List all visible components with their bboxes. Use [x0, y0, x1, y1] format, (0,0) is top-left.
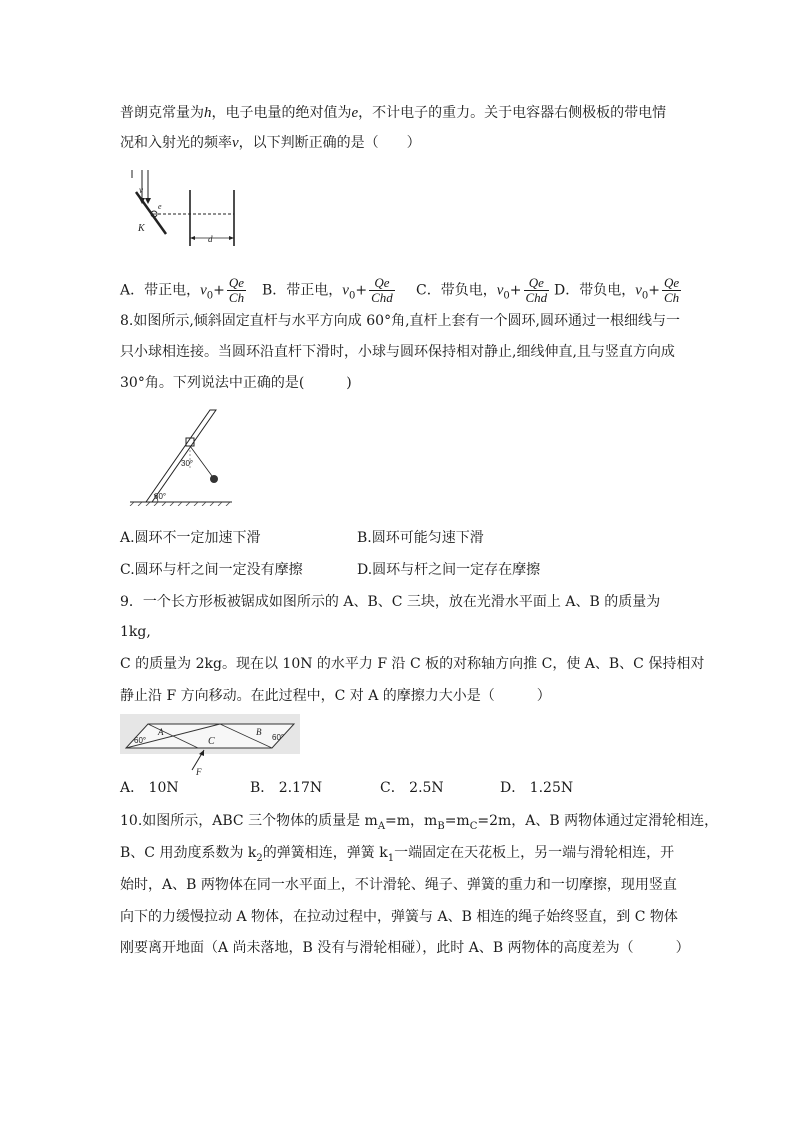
- q9-text-line-4: 静止沿 F 方向移动。在此过程中，C 对 A 的摩擦力大小是（ ）: [120, 688, 551, 704]
- q10-text: B、C 用劲度系数为 k: [120, 845, 257, 861]
- q10-text: =2m，A、B 两物体通过定滑轮相连，: [477, 813, 719, 829]
- subscript: 0: [206, 290, 214, 302]
- q8-text-line-1: 8.如图所示,倾斜固定直杆与水平方向成 60°角,直杆上套有一个圆环,圆环通过一根细线与一: [120, 313, 680, 329]
- subscript: 0: [348, 290, 356, 302]
- q8-text-line-2: 只小球相连接。当圆环沿直杆下滑时，小球与圆环保持相对静止,细线伸直,且与竖直方向成: [120, 344, 675, 360]
- label-c: C: [208, 736, 215, 747]
- subscript: 0: [641, 290, 649, 302]
- q8-option-c[interactable]: C.圆环与杆之间一定没有摩擦: [120, 562, 303, 578]
- q7-text-line-2: [120, 133, 421, 153]
- plus-sign: +: [509, 282, 522, 299]
- label-v: v: [139, 185, 143, 195]
- q7-option-d[interactable]: [554, 276, 683, 306]
- q7-text-line-1: [120, 103, 666, 123]
- q10-text-line-1: [120, 811, 718, 837]
- q10-text: 一端固定在天花板上，另一端与滑轮相连，开: [394, 845, 675, 861]
- plus-sign: +: [648, 282, 661, 299]
- label-d: d: [208, 234, 213, 244]
- v-symbol: v: [635, 282, 642, 299]
- angle-60-right: 60°: [272, 733, 285, 742]
- label-k: K: [138, 223, 145, 234]
- denominator: Ch: [664, 290, 680, 305]
- q8-option-d[interactable]: D.圆环与杆之间一定存在摩擦: [357, 562, 541, 578]
- q10-text-line-2: [120, 843, 674, 869]
- option-label: D．带负电，: [554, 282, 636, 299]
- angle-60-label: 60°: [154, 492, 167, 501]
- numerator: Qe: [369, 276, 395, 291]
- denominator: Ch: [228, 290, 245, 305]
- q9-option-a[interactable]: A． 10N: [120, 780, 179, 796]
- symbol-v: v: [232, 135, 239, 151]
- fraction: [662, 276, 681, 305]
- q10-text-line-5: 刚要离开地面（A 尚未落地，B 没有与滑轮相碰），此时 A、B 两物体的高度差为（ ）: [120, 940, 690, 956]
- q9-text-line-1: 9．一个长方形板被锯成如图所示的 A、B、C 三块，放在光滑水平面上 A、B 的质量为: [120, 594, 661, 610]
- subscript: 2: [256, 852, 263, 864]
- symbol-h: h: [204, 105, 212, 121]
- label-a: A: [158, 727, 164, 737]
- angle-60-left: 60°: [134, 736, 147, 745]
- option-label: C．带负电，: [416, 282, 497, 299]
- q7-text: ，不计电子的重力。关于电容器右侧极板的带电情: [358, 105, 667, 121]
- sawn-board-figure: [118, 712, 304, 776]
- subscript: C: [469, 820, 478, 832]
- subscript: A: [377, 820, 386, 832]
- plus-sign: +: [355, 282, 368, 299]
- denominator: Chd: [525, 290, 548, 305]
- q8-option-b[interactable]: B.圆环可能匀速下滑: [357, 530, 484, 546]
- q9-text-line-2: 1kg,: [120, 624, 151, 640]
- fraction: [524, 276, 550, 305]
- photoelectric-capacitor-figure: [128, 168, 248, 256]
- q7-text: ，以下判断正确的是（ ）: [238, 135, 421, 151]
- q9-option-b[interactable]: B． 2.17N: [250, 780, 323, 796]
- q10-text: =m，m: [385, 813, 438, 829]
- q10-text-line-4: 向下的力缓慢拉动 A 物体，在拉动过程中，弹簧与 A、B 相连的绳子始终竖直，到 C 物体: [120, 909, 678, 925]
- subscript: B: [437, 820, 445, 832]
- v-symbol: v: [496, 282, 504, 299]
- q7-text: 况和入射光的频率: [120, 135, 232, 151]
- q9-text-line-3: C 的质量为 2kg。现在以 10N 的水平力 F 沿 C 板的对称轴方向推 C，使 A、B、C 保持相对: [120, 656, 705, 672]
- q10-text: 10.如图所示，ABC 三个物体的质量是 m: [120, 813, 378, 829]
- inclined-rod-figure: [128, 406, 240, 506]
- symbol-e: e: [351, 105, 359, 121]
- v-symbol: v: [342, 282, 349, 299]
- q8-option-a[interactable]: A.圆环不一定加速下滑: [120, 530, 261, 546]
- q9-option-d[interactable]: D． 1.25N: [500, 780, 574, 796]
- q10-text: =m: [444, 813, 470, 829]
- q7-option-b[interactable]: [262, 276, 397, 306]
- fraction: [369, 276, 395, 305]
- q9-option-c[interactable]: C． 2.5N: [380, 780, 444, 796]
- numerator: Qe: [524, 276, 550, 291]
- label-b: B: [256, 727, 262, 737]
- subscript: 1: [387, 852, 395, 864]
- label-f: F: [196, 767, 202, 776]
- plus-sign: +: [213, 282, 225, 299]
- option-label: A．带正电，: [120, 282, 201, 299]
- q10-text: 的弹簧相连，弹簧 k: [262, 845, 388, 861]
- label-e: e: [158, 202, 162, 211]
- option-label: B．带正电，: [262, 282, 343, 299]
- numerator: Qe: [664, 275, 680, 290]
- v-symbol: v: [200, 282, 207, 299]
- q10-text-line-3: 始时，A、B 两物体在同一水平面上，不计滑轮、绳子、弹簧的重力和一切摩擦，现用竖直: [120, 877, 677, 893]
- numerator: Qe: [228, 275, 245, 290]
- subscript: 0: [503, 290, 510, 302]
- q8-text-line-3: 30°角。下列说法中正确的是( ): [120, 375, 352, 391]
- q7-text: 普朗克常量为: [120, 105, 204, 121]
- q7-option-a[interactable]: [120, 276, 248, 306]
- q7-option-c[interactable]: [416, 276, 551, 306]
- angle-30-label: 30°: [181, 459, 194, 468]
- denominator: Chd: [371, 290, 393, 305]
- q7-text: ，电子电量的绝对值为: [211, 105, 352, 121]
- fraction: [227, 276, 246, 305]
